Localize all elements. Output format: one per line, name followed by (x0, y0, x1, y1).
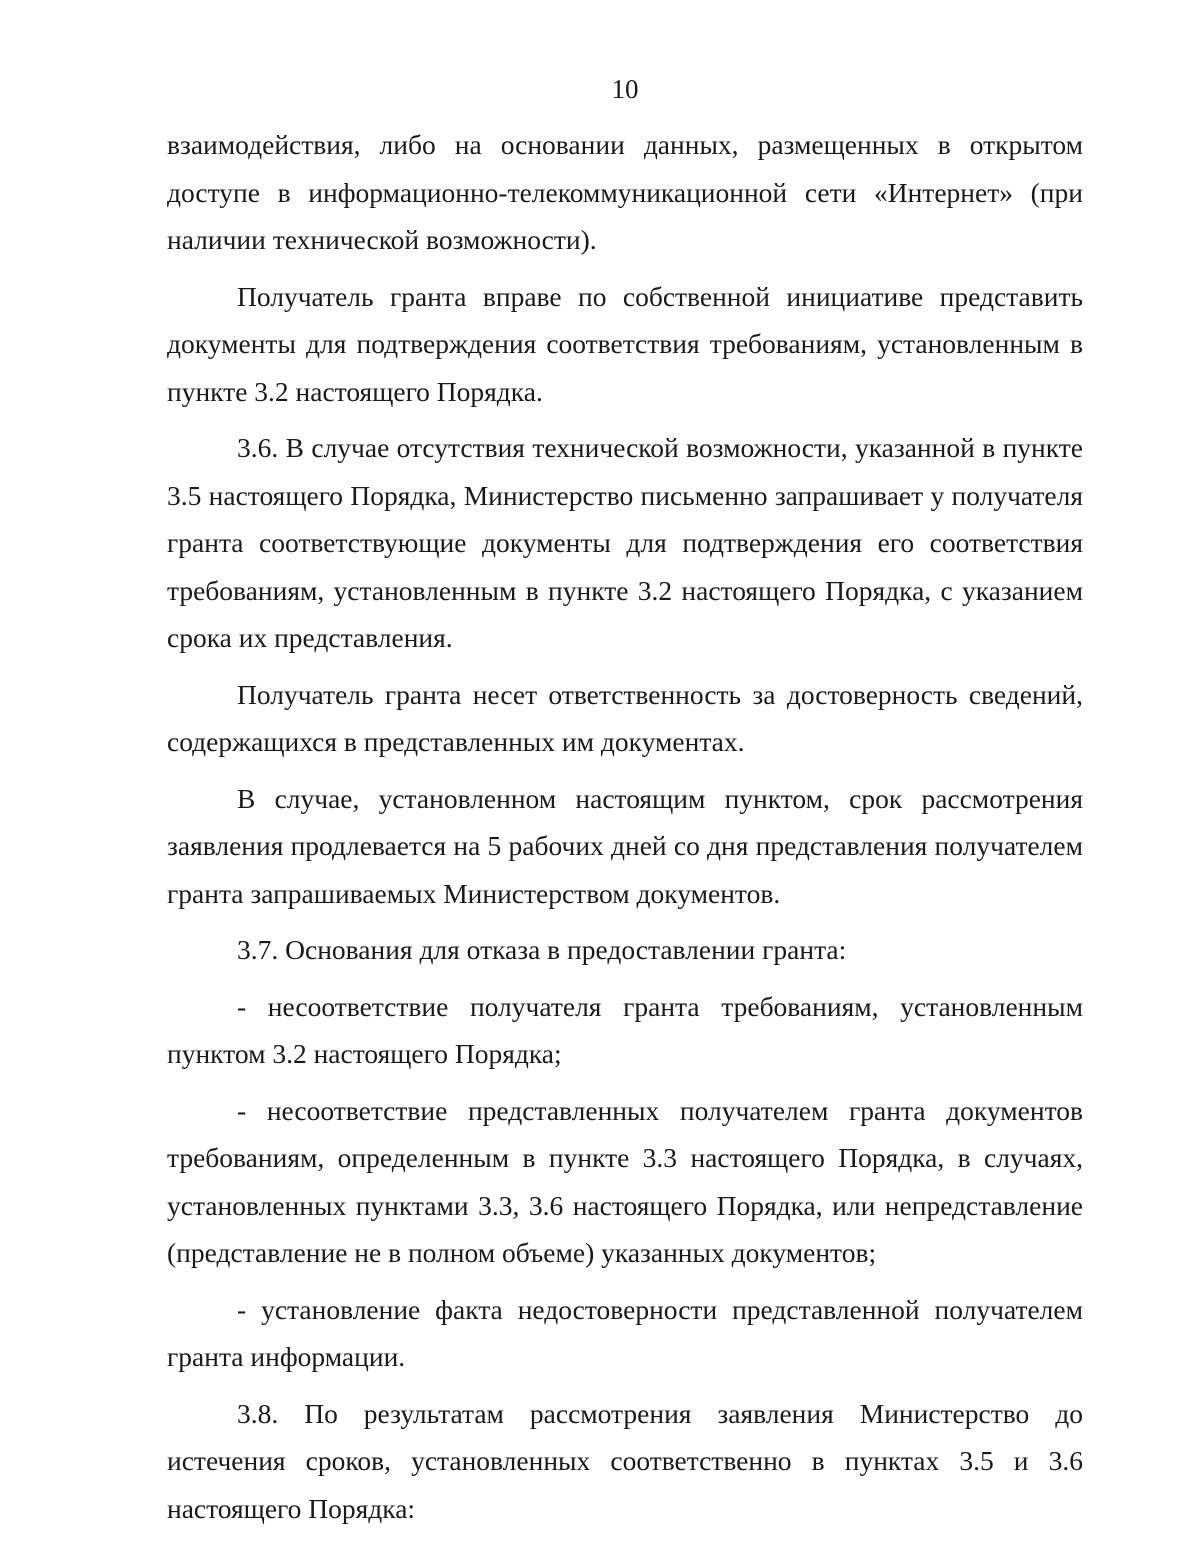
paragraph: Получатель гранта вправе по собственной инициативе представить документы для подтверждения соответствия требованиям, установленным в пункте 3.2 настоящего Порядка. (167, 280, 1083, 407)
paragraph: Получатель гранта несет ответственность за достоверность сведений, содержащихся в представленных им документах. (167, 678, 1083, 757)
paragraph: В случае, установленном настоящим пунктом, срок рассмотрения заявления продлевается на 5 рабочих дней со дня представления получателем гранта запрашиваемых Министерством документов. (167, 782, 1083, 909)
paragraph-3-7: 3.7. Основания для отказа в предоставлении гранта: (237, 934, 847, 965)
list-item: - несоответствие получателя гранта требованиям, установленным пунктом 3.2 настоящего Порядка; (167, 990, 1083, 1069)
paragraph-3-8: 3.8. По результатам рассмотрения заявления Министерство до истечения сроков, установленных соответственно в пунктах 3.5 и 3.6 настоящего Порядка: (167, 1397, 1083, 1524)
document-body (167, 121, 1083, 1532)
paragraph-3-6: 3.6. В случае отсутствия технической возможности, указанной в пункте 3.5 настоящего Порядка, Министерство письменно запрашивает у получателя гранта соответствующие документы для подтверждения его соответствия требованиям, установленным в пункте 3.2 настоящего Порядка, с указанием срока их представления. (167, 432, 1083, 653)
list-item: - несоответствие представленных получателем гранта документов требованиям, определенным в пункте 3.3 настоящего Порядка, в случаях, установленных пунктами 3.3, 3.6 настоящего Порядка, или непредставление (представление не в полном объеме) указанных документов; (167, 1094, 1083, 1268)
list-item: - установление факта недостоверности представленной получателем гранта информации. (167, 1293, 1083, 1372)
page-number: 10 (611, 74, 639, 104)
paragraph-continuation: взаимодействия, либо на основании данных, размещенных в открытом доступе в информационно-телекоммуникационной сети «Интернет» (при наличии технической возможности). (167, 129, 1083, 255)
